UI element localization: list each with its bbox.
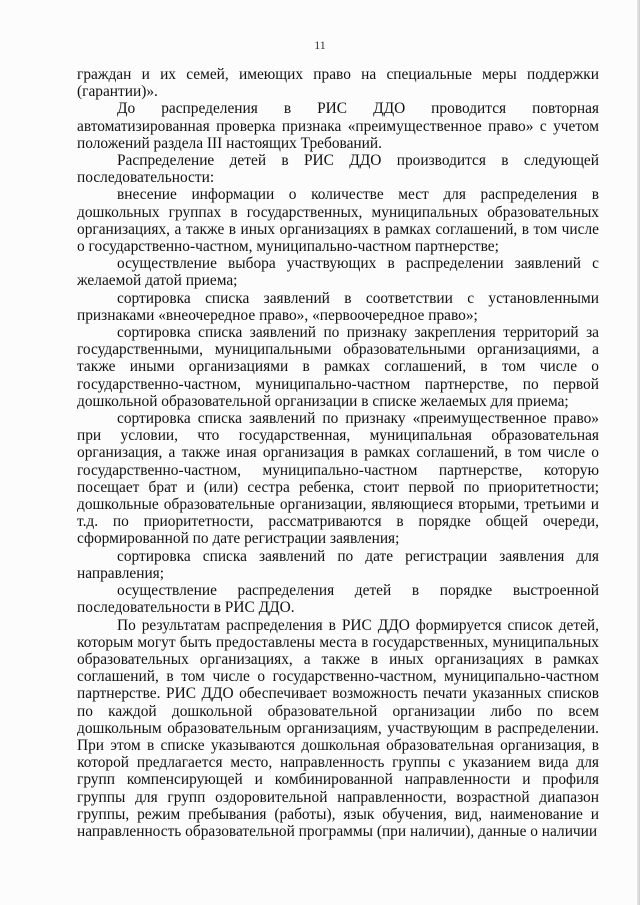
paragraph: граждан и их семей, имеющих право на специальные меры поддержки (гарантии)». <box>77 66 599 101</box>
paragraph: сортировка списка заявлений в соответствии с установленными признаками «внеочередное право», «первоочередное право»; <box>77 289 599 324</box>
paragraph: осуществление распределения детей в порядке выстроенной последовательности в РИС ДДО. <box>77 582 599 617</box>
paragraph: осуществление выбора участвующих в распределении заявлений с желаемой датой приема; <box>77 255 599 290</box>
paragraph: Распределение детей в РИС ДДО производится в следующей последовательности: <box>77 152 599 187</box>
paragraph: До распределения в РИС ДДО проводится повторная автоматизированная проверка признака «преимущественное право» с учетом положений раздела III настоящих Требований. <box>77 100 599 152</box>
document-body <box>77 66 599 840</box>
paragraph: внесение информации о количестве мест для распределения в дошкольных группах в государственных, муниципальных образовательных организациях, а также в иных организациях в рамках соглашений, в том числе о государственно-частном, муниципально-частном партнерстве; <box>77 186 599 256</box>
page-number: 11 <box>314 38 326 52</box>
paragraph: сортировка списка заявлений по признаку закрепления территорий за государственными, муниципальными образовательными организациями, а также иными организациями в рамках соглашений, в том числе о государственно-частном, муниципально-частном партнерстве, по первой дошкольной образовательной организации в списке желаемых для приема; <box>77 324 599 410</box>
paragraph: сортировка списка заявлений по дате регистрации заявления для направления; <box>77 547 599 582</box>
paragraph: По результатам распределения в РИС ДДО формируется список детей, которым могут быть предоставлены места в государственных, муниципальных образовательных организациях, а также в иных организациях в рамках соглашений, в том числе о государственно-частном, муниципально-частном партнерстве. РИС ДДО обеспечивает возможность печати указанных списков по каждой дошкольной образовательной организации либо по всем дошкольным образовательным организациям, участвующим в распределении. При этом в списке указываются дошкольная образовательная организация, в которой предлагается место, направленность группы с указанием вида для групп компенсирующей и комбинированной направленности и профиля группы для групп оздоровительной направленности, возрастной диапазон группы, режим пребывания (работы), язык обучения, вид, наименование и направленность образовательной программы (при наличии), данные о наличии <box>77 616 599 840</box>
paragraph: сортировка списка заявлений по признаку «преимущественное право» при условии, что государственная, муниципальная образовательная организация, а также иная организация в рамках соглашений, в том числе о государственно-частном, муниципально-частном партнерстве, которую посещает брат и (или) сестра ребенка, стоит первой по приоритетности; дошкольные образовательные организации, являющиеся вторыми, третьими и т.д. по приоритетности, рассматриваются в порядке общей очереди, сформированной по дате регистрации заявления; <box>77 410 599 548</box>
